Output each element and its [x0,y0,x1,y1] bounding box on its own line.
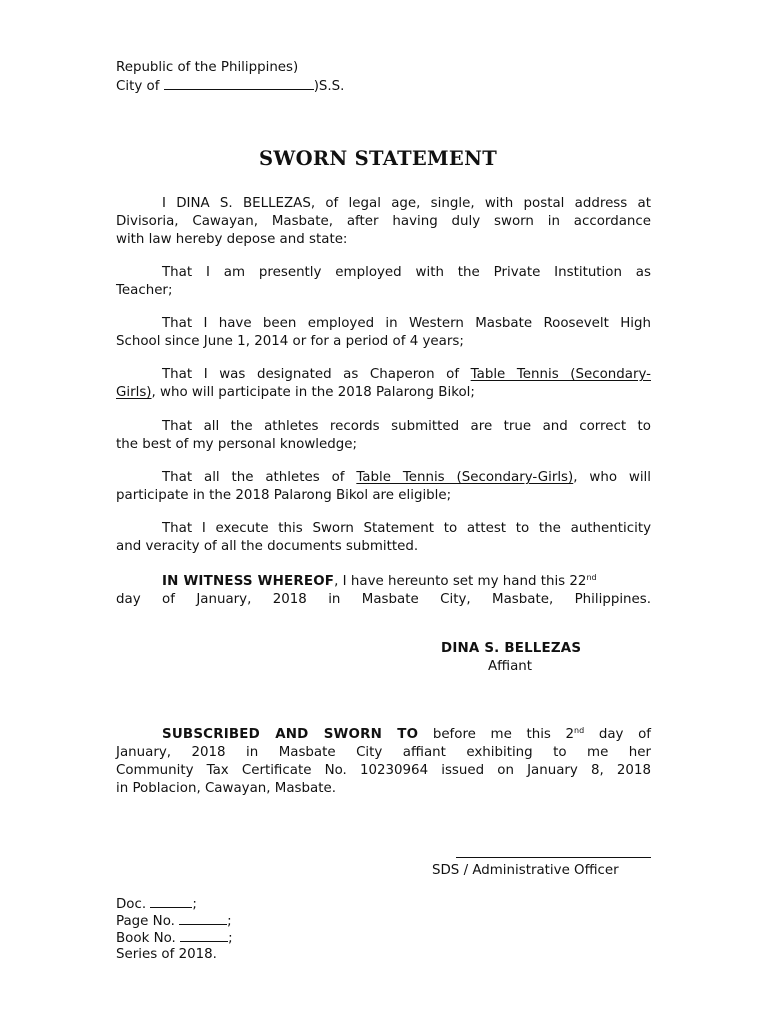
subscribed-line-1 [116,726,651,744]
book-label: Book No. [116,931,176,946]
doc-label: Doc. [116,897,147,912]
chaperon-post: , who will participate in the 2018 Palarong Bikol; [151,385,475,400]
affiant-name-text: DINA S. BELLEZAS [441,641,582,656]
employment-line-2: Teacher; [116,283,173,298]
intro-paragraph [116,195,651,249]
chaperon-pre: That I was designated as Chaperon of [162,367,471,382]
subscribed-line-2: January, 2018 in Masbate City affiant exhibiting to me her [116,745,651,760]
affiant-role: Affiant [488,659,533,674]
intro-line-2: Divisoria, Cawayan, Masbate, after having duly sworn in accordance [116,214,651,229]
school-line-2: School since June 1, 2014 or for a period of 4 years; [116,334,464,349]
page-number [116,913,232,929]
event-name-part-2: Girls) [116,385,152,400]
officer-signature-line [456,857,651,858]
eligibility-pre: That all the athletes of [162,470,357,485]
doc-blank [150,896,192,908]
book-blank [180,930,228,942]
subscribed-sup: nd [574,726,585,735]
witness-bold: IN WITNESS WHEREOF [162,574,335,589]
page-semi: ; [227,914,232,929]
affiant-name [441,641,581,656]
paragraph-subscribed [116,726,651,798]
paragraph-records [116,418,651,454]
paragraph-witness [116,573,651,609]
chaperon-line-2 [116,384,651,402]
paragraph-eligibility [116,469,651,505]
paragraph-employment [116,264,651,300]
eligibility-event-name: Table Tennis (Secondary-Girls) [356,470,574,485]
document-title: SWORN STATEMENT [259,147,498,170]
page-blank [179,913,227,925]
city-line [116,78,344,94]
witness-line-2: day of January, 2018 in Masbate City, Masbate, Philippines. [116,592,651,607]
employment-line-1: That I am presently employed with the Private Institution as [162,265,651,280]
series-line: Series of 2018. [116,947,217,962]
book-semi: ; [228,931,233,946]
paragraph-chaperon [116,366,651,402]
records-line-2: the best of my personal knowledge; [116,437,358,452]
republic-line [116,60,298,75]
city-suffix: )S.S. [313,79,345,94]
city-label: City of [116,79,160,94]
attestation-line-1: That I execute this Sworn Statement to attest to the authenticity [162,521,651,536]
witness-text: , I have hereunto set my hand this 22 [334,574,587,589]
records-line-1: That all the athletes records submitted are true and correct to [162,419,651,434]
chaperon-line-1 [116,366,651,384]
subscribed-line-4: in Poblacion, Cawayan, Masbate. [116,781,336,796]
subscribed-text-2: day of [584,727,651,742]
officer-role: SDS / Administrative Officer [432,863,619,878]
intro-line-3: with law hereby depose and state: [116,232,348,247]
witness-line-1 [116,573,651,591]
city-blank [164,78,314,90]
book-number [116,930,233,946]
subscribed-line-3: Community Tax Certificate No. 10230964 issued on January 8, 2018 [116,763,651,778]
witness-sup: nd [586,573,597,582]
page-label: Page No. [116,914,175,929]
eligibility-line-1 [116,469,651,487]
school-line-1: That I have been employed in Western Masbate Roosevelt High [162,316,651,331]
doc-number [116,896,197,912]
attestation-line-2: and veracity of all the documents submitted. [116,539,419,554]
event-name-part-1: Table Tennis (Secondary- [470,367,651,382]
eligibility-line-2: participate in the 2018 Palarong Bikol are eligible; [116,488,452,503]
paragraph-attestation [116,520,651,556]
doc-semi: ; [192,897,197,912]
intro-line-1: I DINA S. BELLEZAS, of legal age, single, with postal address at [162,196,651,211]
eligibility-post: , who will [573,470,651,485]
paragraph-school [116,315,651,351]
subscribed-text: before me this 2 [418,727,575,742]
republic-text: Republic of the Philippines) [116,60,299,75]
subscribed-bold: SUBSCRIBED AND SWORN TO [162,727,419,742]
